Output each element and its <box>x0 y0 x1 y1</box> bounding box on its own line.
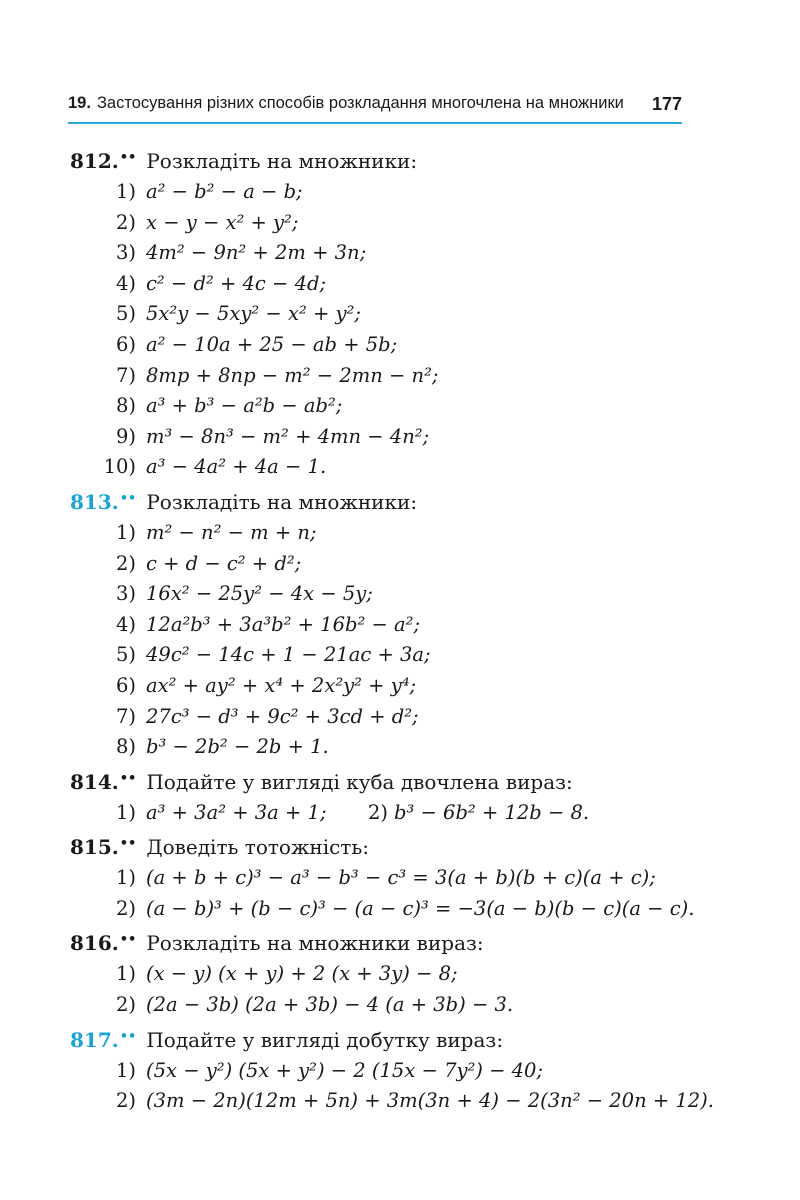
task-number: 816.•• <box>70 931 137 956</box>
exercise-list <box>70 142 714 1117</box>
expression: a³ + 3a² + 3a + 1; <box>146 800 327 824</box>
difficulty-marker: •• <box>119 1028 137 1044</box>
list-item: 5) 49c² − 14c + 1 − 21ac + 3a; <box>115 643 431 667</box>
difficulty-marker: •• <box>119 836 137 852</box>
list-item: 8) b³ − 2b² − 2b + 1. <box>115 735 329 759</box>
list-item: 4) 12a²b³ + 3a³b² + 16b² − a²; <box>115 612 421 636</box>
list-item: 2) x − y − x² + y²; <box>115 210 299 234</box>
expression: (2a − 3b) (2a + 3b) − 4 (a + 3b) − 3. <box>146 993 514 1017</box>
expression: (a − b)³ + (b − c)³ − (a − c)³ = −3(a − b)(b − c)(a − c). <box>146 896 695 920</box>
expression: 12a²b³ + 3a³b² + 16b² − a²; <box>146 612 421 636</box>
list-item: 1) a² − b² − a − b; <box>115 180 303 203</box>
task-instruction: Подайте у вигляді добутку вираз: <box>146 1027 504 1052</box>
expression: ax² + ay² + x⁴ + 2x²y² + y⁴; <box>146 673 417 697</box>
task-813 <box>70 483 710 763</box>
task-812 <box>70 142 710 483</box>
expression: c² − d² + 4c − 4d; <box>146 271 327 295</box>
page-number: 177 <box>651 94 682 114</box>
list-item: 6) a² − 10a + 25 − ab + 5b; <box>115 332 398 356</box>
expression: 16x² − 25y² − 4x − 5y; <box>146 582 373 606</box>
task-number: 813.•• <box>70 489 137 514</box>
list-item: 2) (3m − 2n)(12m + 5n) + 3m(3n + 4) − 2(3n² − 20n + 12). <box>115 1089 714 1113</box>
expression: b³ − 6b² + 12b − 8. <box>394 800 590 824</box>
list-item: 1) (x − y) (x + y) + 2 (x + 3y) − 8; <box>115 962 458 986</box>
expression: m³ − 8n³ − m² + 4mn − 4n²; <box>146 424 430 448</box>
task-title <box>70 924 710 959</box>
difficulty-marker: •• <box>119 150 137 165</box>
expression: b³ − 2b² − 2b + 1. <box>146 735 329 759</box>
section-title: Застосування різних способів розкладання многочлена на множники <box>96 94 624 112</box>
task-instruction: Розкладіть на множники: <box>146 149 418 173</box>
list-item: 5) 5x²y − 5xy² − x² + y²; <box>115 302 361 326</box>
expression: 49c² − 14c + 1 − 21ac + 3a; <box>146 643 431 667</box>
section-number: 19. <box>68 94 91 112</box>
expression: m² − n² − m + n; <box>146 520 317 544</box>
expression: a² − 10a + 25 − ab + 5b; <box>146 332 398 356</box>
expression: (a + b + c)³ − a³ − b³ − c³ = 3(a + b)(b + c)(a + c); <box>146 866 656 890</box>
expression: c + d − c² + d²; <box>146 551 302 575</box>
list-item: 2) c + d − c² + d²; <box>115 551 302 575</box>
list-item: 9) m³ − 8n³ − m² + 4mn − 4n²; <box>115 424 430 448</box>
list-item: 7) 27c³ − d³ + 9c² + 3cd + d²; <box>115 704 419 728</box>
task-814 <box>70 763 710 829</box>
task-instruction: Подайте у вигляді куба двочлена вираз: <box>146 769 573 794</box>
list-item: 8) a³ + b³ − a²b − ab²; <box>115 394 343 418</box>
task-title <box>70 763 710 798</box>
task-title <box>70 483 710 518</box>
list-item: 10) a³ − 4a² + 4a − 1. <box>103 455 327 479</box>
list-item: 2) (a − b)³ + (b − c)³ − (a − c)³ = −3(a − b)(b − c)(a − c). <box>115 896 695 920</box>
expression: a³ − 4a² + 4a − 1. <box>146 455 327 479</box>
task-number: 814.•• <box>70 769 137 794</box>
list-item: 2) (2a − 3b) (2a + 3b) − 4 (a + 3b) − 3. <box>115 993 514 1017</box>
task-instruction: Розкладіть на множники вираз: <box>146 931 484 956</box>
list-item: 1) (5x − y²) (5x + y²) − 2 (15x − 7y²) − 40; <box>115 1058 544 1082</box>
expression: (x − y) (x + y) + 2 (x + 3y) − 8; <box>146 962 458 986</box>
difficulty-marker: •• <box>119 770 137 786</box>
task-number: 817.•• <box>70 1027 137 1052</box>
task-title <box>70 828 710 863</box>
list-item: 1) m² − n² − m + n; <box>115 520 317 544</box>
task-instruction: Розкладіть на множники: <box>146 489 418 514</box>
task-817 <box>70 1021 714 1117</box>
list-item: 4) c² − d² + 4c − 4d; <box>115 271 327 295</box>
expression: (3m − 2n)(12m + 5n) + 3m(3n + 4) − 2(3n² − 20n + 12). <box>146 1089 714 1113</box>
header-divider <box>68 122 682 124</box>
expression: 8mp + 8np − m² − 2mn − n²; <box>146 363 439 387</box>
task-title <box>70 1021 710 1056</box>
list-item: 7) 8mp + 8np − m² − 2mn − n²; <box>115 363 439 387</box>
task-number: 815.•• <box>70 835 137 860</box>
expression: 5x²y − 5xy² − x² + y²; <box>146 302 361 326</box>
task-title <box>70 142 710 177</box>
task-instruction: Доведіть тотожність: <box>146 835 369 860</box>
task-815 <box>70 828 710 924</box>
expression: a³ + b³ − a²b − ab²; <box>146 394 343 418</box>
task-number: 812.•• <box>70 149 137 173</box>
difficulty-marker: •• <box>119 932 137 948</box>
expression: a² − b² − a − b; <box>146 180 303 203</box>
expression: 4m² − 9n² + 2m + 3n; <box>146 241 367 265</box>
difficulty-marker: •• <box>119 490 137 506</box>
page-header <box>68 94 682 120</box>
task-816 <box>70 924 710 1020</box>
list-item: 1) (a + b + c)³ − a³ − b³ − c³ = 3(a + b)(b + c)(a + c); <box>115 866 656 890</box>
expression: x − y − x² + y²; <box>146 210 299 234</box>
expression: 27c³ − d³ + 9c² + 3cd + d²; <box>146 704 419 728</box>
list-item: 3) 4m² − 9n² + 2m + 3n; <box>115 241 367 265</box>
list-item: 3) 16x² − 25y² − 4x − 5y; <box>115 582 373 606</box>
list-item: 6) ax² + ay² + x⁴ + 2x²y² + y⁴; <box>115 673 417 697</box>
expression: (5x − y²) (5x + y²) − 2 (15x − 7y²) − 40; <box>146 1058 544 1082</box>
list-item-pair: 1) a³ + 3a² + 3a + 1; 2) b³ − 6b² + 12b − 8. <box>115 800 590 824</box>
